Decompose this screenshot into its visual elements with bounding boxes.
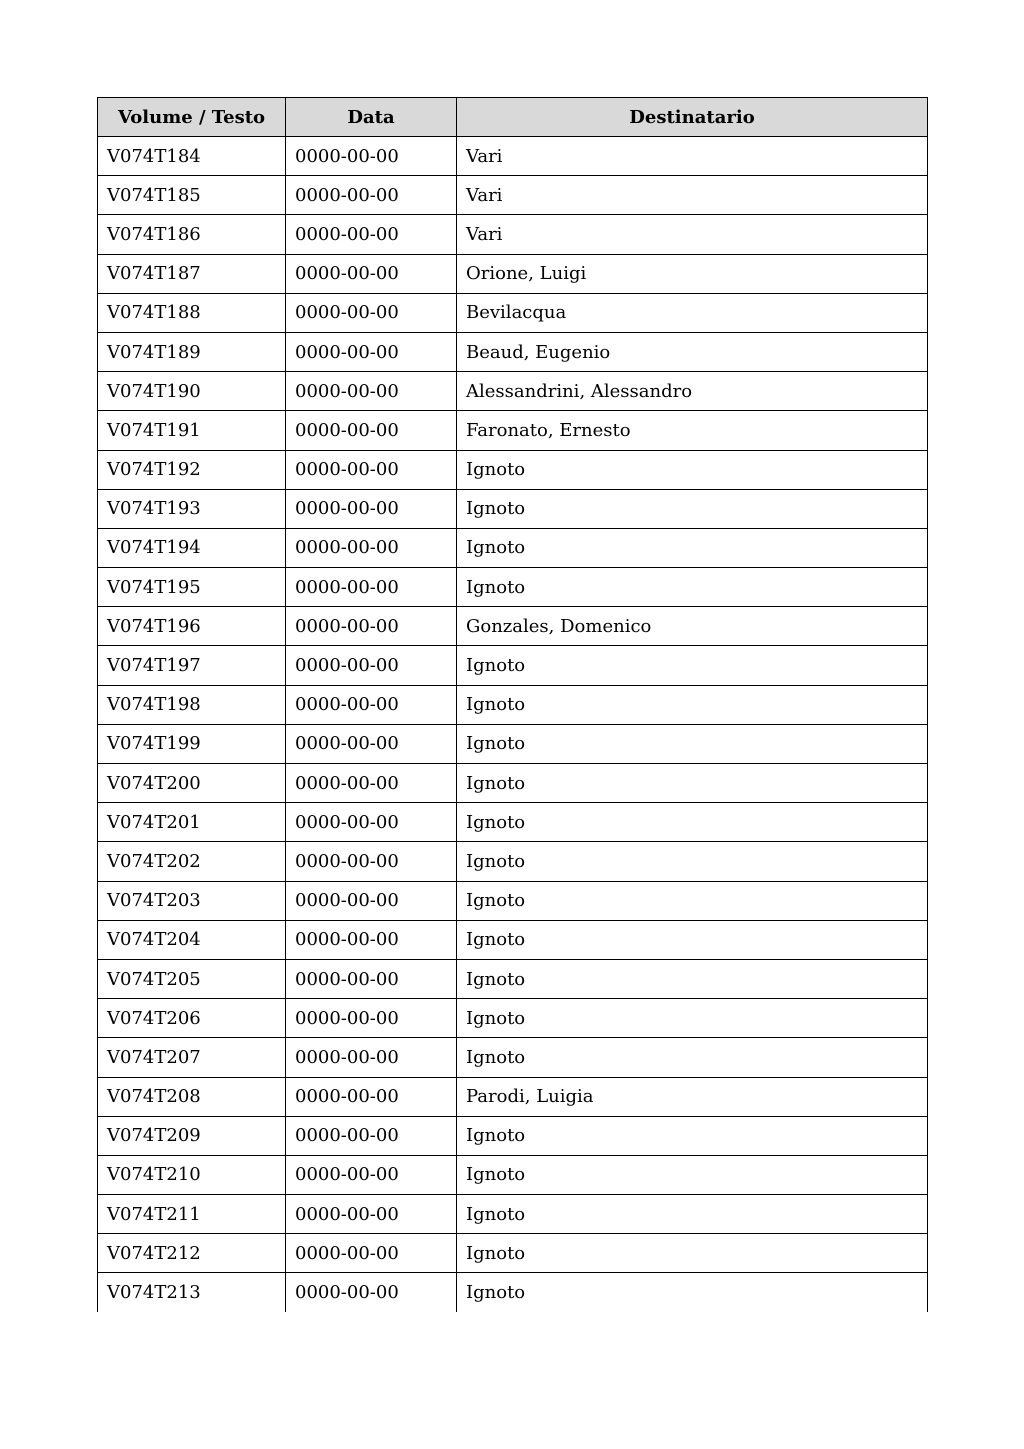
cell-volume: V074T194 <box>98 528 286 567</box>
cell-recipient: Ignoto <box>457 528 928 567</box>
cell-volume: V074T200 <box>98 764 286 803</box>
cell-volume: V074T188 <box>98 293 286 332</box>
cell-recipient: Ignoto <box>457 724 928 763</box>
cell-recipient: Vari <box>457 176 928 215</box>
cell-volume: V074T198 <box>98 685 286 724</box>
table-row <box>98 293 928 332</box>
cell-recipient: Ignoto <box>457 842 928 881</box>
cell-recipient: Ignoto <box>457 1195 928 1234</box>
cell-volume: V074T192 <box>98 450 286 489</box>
cell-volume: V074T190 <box>98 372 286 411</box>
cell-date: 0000-00-00 <box>286 489 457 528</box>
header-row <box>98 98 928 137</box>
cell-volume: V074T184 <box>98 137 286 176</box>
table-row <box>98 920 928 959</box>
cell-recipient: Vari <box>457 137 928 176</box>
column-header-date: Data <box>286 98 457 137</box>
cell-date: 0000-00-00 <box>286 215 457 254</box>
cell-date: 0000-00-00 <box>286 137 457 176</box>
cell-recipient: Gonzales, Domenico <box>457 607 928 646</box>
table-row <box>98 1273 928 1312</box>
cell-date: 0000-00-00 <box>286 1195 457 1234</box>
cell-date: 0000-00-00 <box>286 1116 457 1155</box>
table-row <box>98 1155 928 1194</box>
table-row <box>98 881 928 920</box>
cell-recipient: Ignoto <box>457 568 928 607</box>
cell-recipient: Ignoto <box>457 450 928 489</box>
table-body <box>98 137 928 1313</box>
table-row <box>98 568 928 607</box>
cell-recipient: Ignoto <box>457 1155 928 1194</box>
cell-date: 0000-00-00 <box>286 450 457 489</box>
cell-date: 0000-00-00 <box>286 1234 457 1273</box>
cell-volume: V074T202 <box>98 842 286 881</box>
cell-date: 0000-00-00 <box>286 999 457 1038</box>
cell-volume: V074T211 <box>98 1195 286 1234</box>
cell-recipient: Faronato, Ernesto <box>457 411 928 450</box>
table-header <box>98 98 928 137</box>
cell-recipient: Ignoto <box>457 920 928 959</box>
cell-date: 0000-00-00 <box>286 724 457 763</box>
cell-recipient: Vari <box>457 215 928 254</box>
cell-date: 0000-00-00 <box>286 411 457 450</box>
table-row <box>98 528 928 567</box>
cell-date: 0000-00-00 <box>286 803 457 842</box>
cell-volume: V074T206 <box>98 999 286 1038</box>
cell-recipient: Ignoto <box>457 646 928 685</box>
cell-volume: V074T195 <box>98 568 286 607</box>
cell-volume: V074T205 <box>98 959 286 998</box>
table-row <box>98 1077 928 1116</box>
cell-volume: V074T203 <box>98 881 286 920</box>
cell-volume: V074T208 <box>98 1077 286 1116</box>
table-row <box>98 1116 928 1155</box>
column-header-recipient: Destinatario <box>457 98 928 137</box>
table-row <box>98 450 928 489</box>
cell-recipient: Bevilacqua <box>457 293 928 332</box>
cell-recipient: Alessandrini, Alessandro <box>457 372 928 411</box>
cell-recipient: Ignoto <box>457 999 928 1038</box>
cell-date: 0000-00-00 <box>286 1273 457 1312</box>
cell-recipient: Ignoto <box>457 489 928 528</box>
cell-volume: V074T201 <box>98 803 286 842</box>
cell-date: 0000-00-00 <box>286 176 457 215</box>
table-row <box>98 254 928 293</box>
cell-volume: V074T187 <box>98 254 286 293</box>
table-row <box>98 215 928 254</box>
cell-volume: V074T199 <box>98 724 286 763</box>
cell-recipient: Beaud, Eugenio <box>457 332 928 371</box>
table-row <box>98 411 928 450</box>
cell-date: 0000-00-00 <box>286 1038 457 1077</box>
cell-volume: V074T204 <box>98 920 286 959</box>
cell-date: 0000-00-00 <box>286 646 457 685</box>
cell-date: 0000-00-00 <box>286 332 457 371</box>
table-row <box>98 764 928 803</box>
table-row <box>98 1234 928 1273</box>
table-row <box>98 842 928 881</box>
cell-volume: V074T210 <box>98 1155 286 1194</box>
cell-volume: V074T197 <box>98 646 286 685</box>
table-row <box>98 1038 928 1077</box>
table-row <box>98 646 928 685</box>
cell-volume: V074T196 <box>98 607 286 646</box>
cell-date: 0000-00-00 <box>286 881 457 920</box>
cell-volume: V074T185 <box>98 176 286 215</box>
cell-volume: V074T186 <box>98 215 286 254</box>
cell-date: 0000-00-00 <box>286 254 457 293</box>
cell-date: 0000-00-00 <box>286 1155 457 1194</box>
cell-recipient: Parodi, Luigia <box>457 1077 928 1116</box>
cell-recipient: Ignoto <box>457 803 928 842</box>
cell-recipient: Ignoto <box>457 764 928 803</box>
cell-date: 0000-00-00 <box>286 1077 457 1116</box>
cell-recipient: Orione, Luigi <box>457 254 928 293</box>
table-row <box>98 999 928 1038</box>
cell-volume: V074T209 <box>98 1116 286 1155</box>
table-row <box>98 607 928 646</box>
table-row <box>98 176 928 215</box>
cell-volume: V074T207 <box>98 1038 286 1077</box>
cell-date: 0000-00-00 <box>286 920 457 959</box>
table-row <box>98 724 928 763</box>
table-row <box>98 803 928 842</box>
cell-recipient: Ignoto <box>457 1116 928 1155</box>
cell-date: 0000-00-00 <box>286 372 457 411</box>
table-row <box>98 959 928 998</box>
column-header-volume: Volume / Testo <box>98 98 286 137</box>
cell-date: 0000-00-00 <box>286 959 457 998</box>
cell-volume: V074T191 <box>98 411 286 450</box>
cell-date: 0000-00-00 <box>286 764 457 803</box>
cell-recipient: Ignoto <box>457 1273 928 1312</box>
letters-table <box>97 97 928 1312</box>
table-row <box>98 372 928 411</box>
table-row <box>98 137 928 176</box>
cell-date: 0000-00-00 <box>286 568 457 607</box>
cell-recipient: Ignoto <box>457 959 928 998</box>
cell-recipient: Ignoto <box>457 1038 928 1077</box>
cell-date: 0000-00-00 <box>286 842 457 881</box>
cell-date: 0000-00-00 <box>286 685 457 724</box>
cell-volume: V074T213 <box>98 1273 286 1312</box>
table-row <box>98 685 928 724</box>
cell-date: 0000-00-00 <box>286 293 457 332</box>
table-row <box>98 1195 928 1234</box>
table-row <box>98 489 928 528</box>
cell-volume: V074T193 <box>98 489 286 528</box>
cell-recipient: Ignoto <box>457 881 928 920</box>
cell-recipient: Ignoto <box>457 685 928 724</box>
cell-volume: V074T189 <box>98 332 286 371</box>
table-row <box>98 332 928 371</box>
cell-date: 0000-00-00 <box>286 607 457 646</box>
cell-recipient: Ignoto <box>457 1234 928 1273</box>
cell-date: 0000-00-00 <box>286 528 457 567</box>
cell-volume: V074T212 <box>98 1234 286 1273</box>
